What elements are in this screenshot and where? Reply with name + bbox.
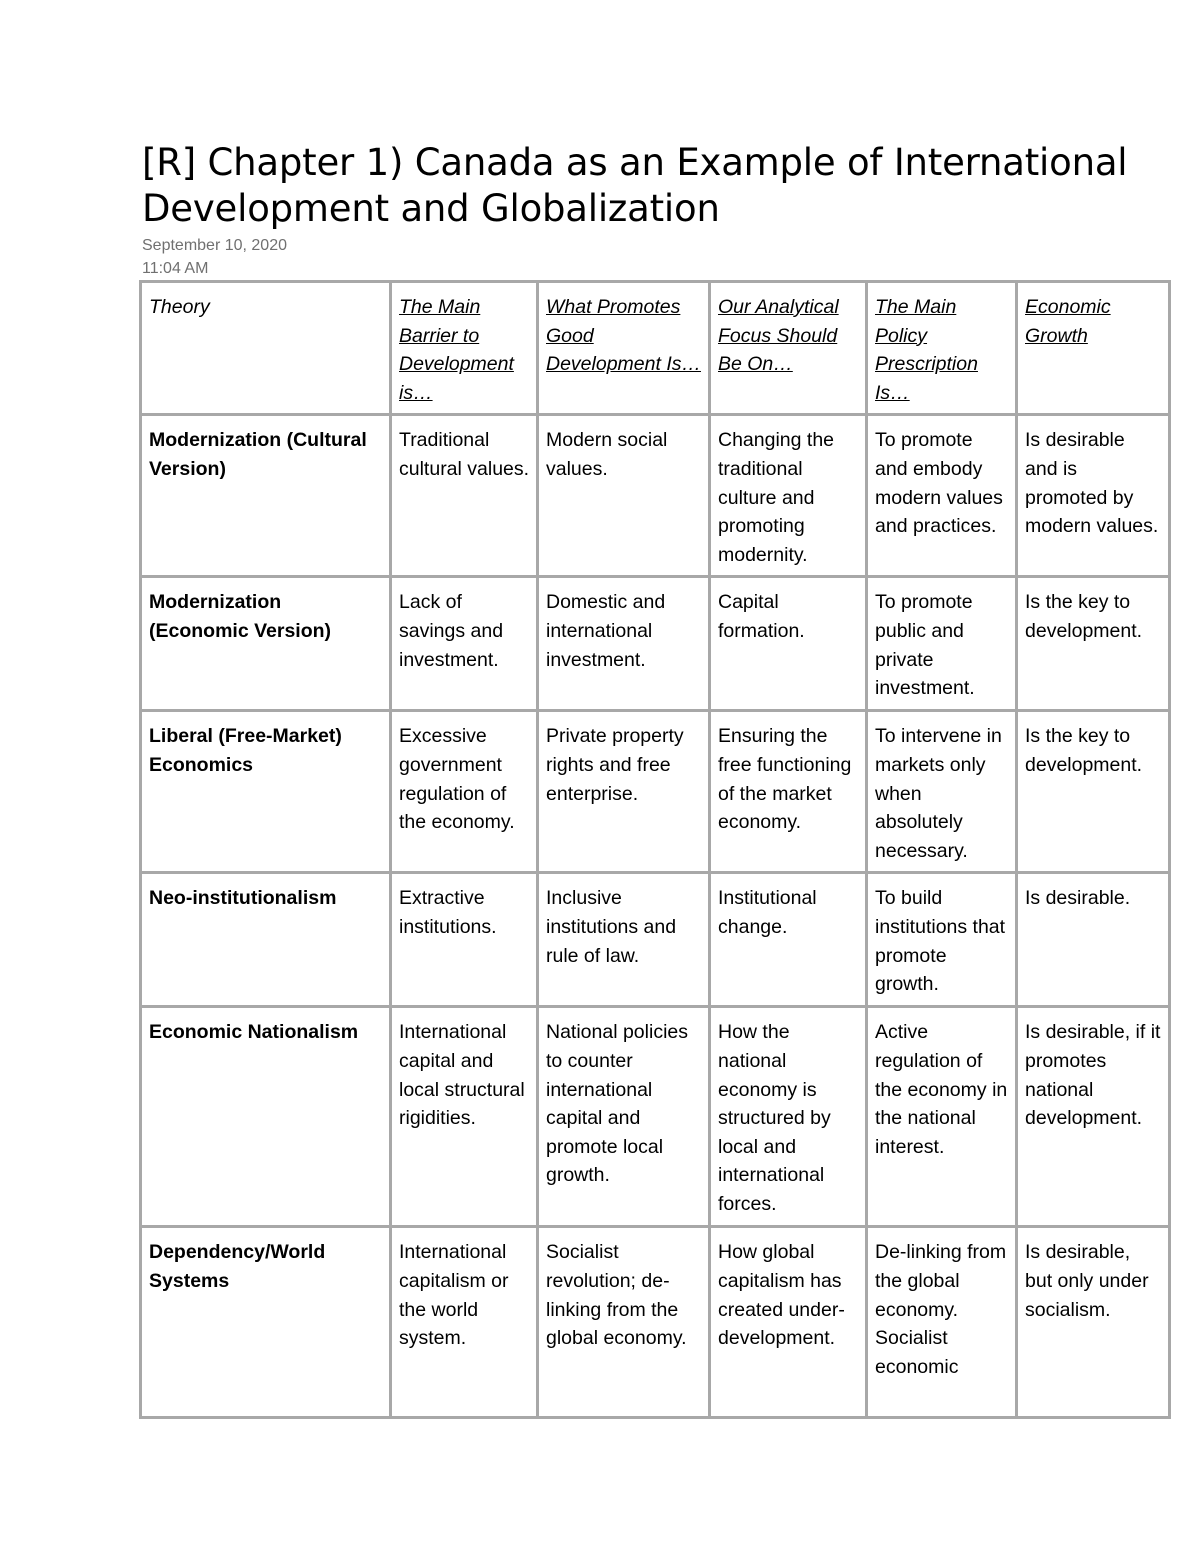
table-cell: Changing the traditional culture and promoting modernity. bbox=[710, 415, 867, 577]
table-cell: Ensuring the free functioning of the market economy. bbox=[710, 711, 867, 873]
table-row bbox=[141, 1227, 1170, 1418]
note-date: September 10, 2020 bbox=[142, 237, 287, 254]
row-theory-label: Economic Nationalism bbox=[141, 1007, 391, 1227]
table-cell: Is the key to development. bbox=[1017, 711, 1170, 873]
table-cell: De-linking from the global economy. Socialist economic bbox=[867, 1227, 1017, 1418]
header-main-barrier: The Main Barrier to Development is… bbox=[391, 282, 538, 415]
table-cell: Is desirable, but only under socialism. bbox=[1017, 1227, 1170, 1418]
table-cell: Active regulation of the economy in the national interest. bbox=[867, 1007, 1017, 1227]
table-cell: Capital formation. bbox=[710, 577, 867, 711]
row-theory-label: Modernization (Economic Version) bbox=[141, 577, 391, 711]
table-cell: International capital and local structural rigidities. bbox=[391, 1007, 538, 1227]
table-cell: Socialist revolution; de-linking from the global economy. bbox=[538, 1227, 710, 1418]
table-row bbox=[141, 415, 1170, 577]
table-cell: To promote and embody modern values and practices. bbox=[867, 415, 1017, 577]
table-cell: Institutional change. bbox=[710, 873, 867, 1007]
table-cell: Excessive government regulation of the economy. bbox=[391, 711, 538, 873]
table-cell: How global capitalism has created under-development. bbox=[710, 1227, 867, 1418]
table-cell: Is the key to development. bbox=[1017, 577, 1170, 711]
table-row bbox=[141, 873, 1170, 1007]
table-cell: How the national economy is structured by local and international forces. bbox=[710, 1007, 867, 1227]
table-header-row bbox=[141, 282, 1170, 415]
header-policy-prescription: The Main Policy Prescription Is… bbox=[867, 282, 1017, 415]
table-cell: Is desirable, if it promotes national development. bbox=[1017, 1007, 1170, 1227]
table-cell: To build institutions that promote growth. bbox=[867, 873, 1017, 1007]
header-analytical-focus: Our Analytical Focus Should Be On… bbox=[710, 282, 867, 415]
table-cell: Inclusive institutions and rule of law. bbox=[538, 873, 710, 1007]
table-cell: Lack of savings and investment. bbox=[391, 577, 538, 711]
row-theory-label: Modernization (Cultural Version) bbox=[141, 415, 391, 577]
table-row bbox=[141, 577, 1170, 711]
page-title: [R] Chapter 1) Canada as an Example of International Development and Globalization bbox=[142, 141, 1128, 230]
table-cell: National policies to counter international capital and promote local growth. bbox=[538, 1007, 710, 1227]
table-row bbox=[141, 711, 1170, 873]
table-row bbox=[141, 1007, 1170, 1227]
row-theory-label: Dependency/World Systems bbox=[141, 1227, 391, 1418]
header-economic-growth: Economic Growth bbox=[1017, 282, 1170, 415]
table-cell: Extractive institutions. bbox=[391, 873, 538, 1007]
header-theory: Theory bbox=[141, 282, 391, 415]
table-cell: To intervene in markets only when absolutely necessary. bbox=[867, 711, 1017, 873]
row-theory-label: Neo-institutionalism bbox=[141, 873, 391, 1007]
table-cell: To promote public and private investment. bbox=[867, 577, 1017, 711]
table-cell: Traditional cultural values. bbox=[391, 415, 538, 577]
table-cell: Is desirable. bbox=[1017, 873, 1170, 1007]
header-good-development: What Promotes Good Development Is… bbox=[538, 282, 710, 415]
table-cell: Domestic and international investment. bbox=[538, 577, 710, 711]
note-time: 11:04 AM bbox=[142, 260, 209, 277]
development-theories-table bbox=[139, 280, 1171, 1419]
table-cell: Modern social values. bbox=[538, 415, 710, 577]
row-theory-label: Liberal (Free-Market) Economics bbox=[141, 711, 391, 873]
table-cell: International capitalism or the world system. bbox=[391, 1227, 538, 1418]
table-cell: Is desirable and is promoted by modern values. bbox=[1017, 415, 1170, 577]
table-cell: Private property rights and free enterprise. bbox=[538, 711, 710, 873]
